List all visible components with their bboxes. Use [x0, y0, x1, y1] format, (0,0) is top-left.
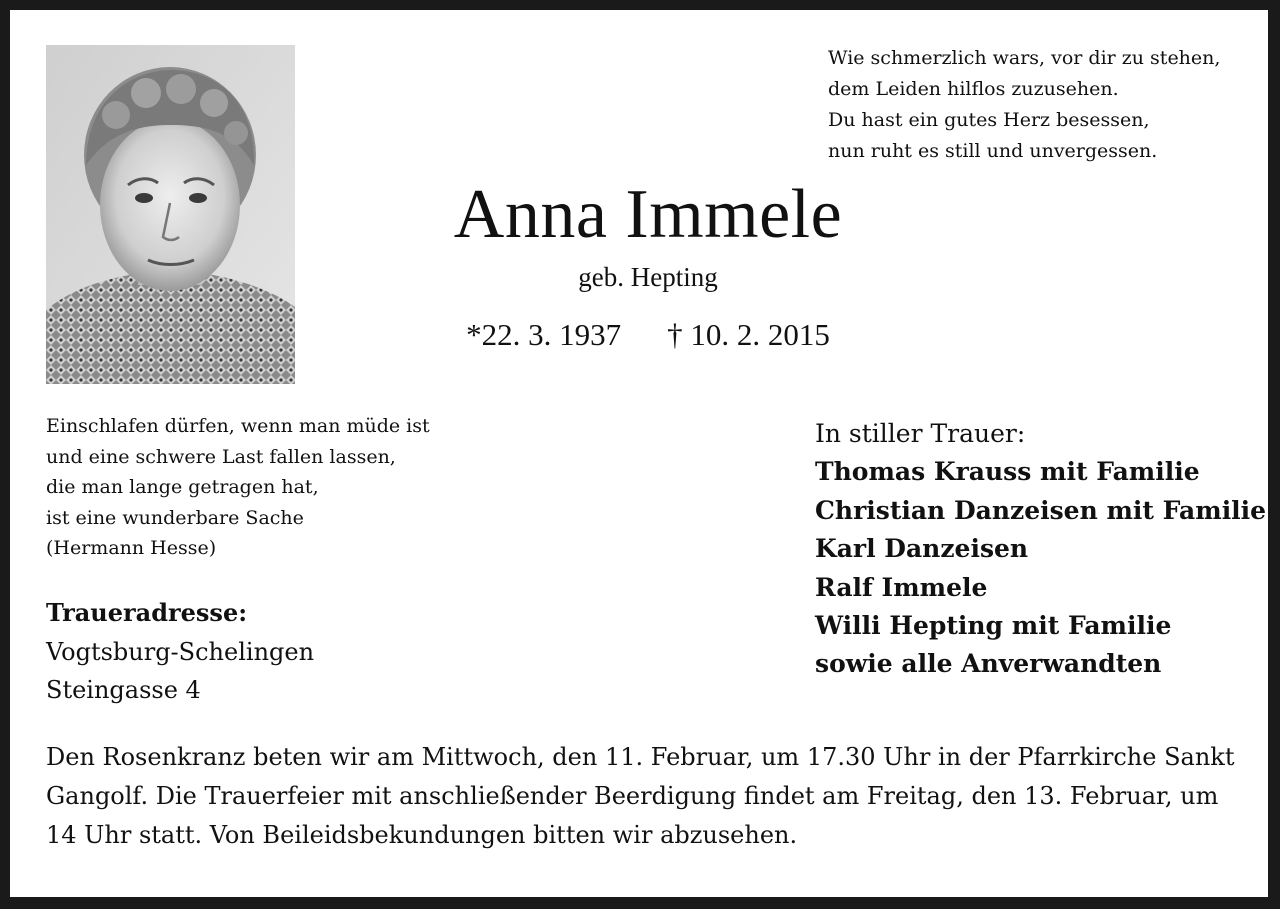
birth-date: *22. 3. 1937	[466, 317, 622, 352]
portrait-photo	[46, 45, 295, 384]
mourners-list	[815, 415, 1266, 684]
obituary-card	[10, 10, 1268, 897]
death-date: † 10. 2. 2015	[667, 317, 830, 352]
poem-top	[828, 43, 1220, 167]
address-line: Vogtsburg-Schelingen	[46, 637, 315, 666]
service-notice	[46, 738, 1246, 855]
maiden-name: geb. Hepting	[578, 262, 718, 292]
poem-hesse-line: Einschlafen dürfen, wenn man müde ist	[46, 415, 430, 437]
deceased-name: Anna Immele	[453, 176, 843, 253]
poem-hesse-line: (Hermann Hesse)	[46, 537, 217, 559]
life-dates	[390, 315, 906, 355]
address-label: Traueradresse:	[46, 598, 248, 627]
poem-top-line: dem Leiden hilflos zuzusehen.	[828, 78, 1119, 100]
mourners-intro: In stiller Trauer:	[815, 419, 1026, 448]
mourning-address	[46, 594, 314, 710]
poem-top-line: nun ruht es still und unvergessen.	[828, 140, 1158, 162]
mourner-name: Karl Danzeisen	[815, 534, 1029, 564]
service-notice-line: Gangolf. Die Trauerfeier mit anschließender Beerdigung findet am Freitag, den 13. Februar, um	[46, 782, 1219, 810]
service-notice-line: 14 Uhr statt. Von Beileidsbekundungen bitten wir abzusehen.	[46, 821, 798, 849]
mourner-name: Christian Danzeisen mit Familie	[815, 495, 1267, 525]
mourner-name: Thomas Krauss mit Familie	[815, 457, 1200, 487]
poem-hesse	[46, 411, 430, 564]
mourner-name: Willi Hepting mit Familie	[815, 611, 1172, 641]
service-notice-line: Den Rosenkranz beten wir am Mittwoch, den 11. Februar, um 17.30 Uhr in der Pfarrkirche Sankt	[46, 743, 1235, 771]
poem-top-line: Wie schmerzlich wars, vor dir zu stehen,	[828, 47, 1221, 69]
address-line: Steingasse 4	[46, 676, 201, 704]
poem-hesse-line: die man lange getragen hat,	[46, 476, 319, 498]
mourner-name: sowie alle Anverwandten	[815, 649, 1162, 679]
mourner-name: Ralf Immele	[815, 572, 988, 602]
poem-top-line: Du hast ein gutes Herz besessen,	[828, 109, 1150, 131]
poem-hesse-line: und eine schwere Last fallen lassen,	[46, 445, 396, 468]
poem-hesse-line: ist eine wunderbare Sache	[46, 506, 304, 529]
